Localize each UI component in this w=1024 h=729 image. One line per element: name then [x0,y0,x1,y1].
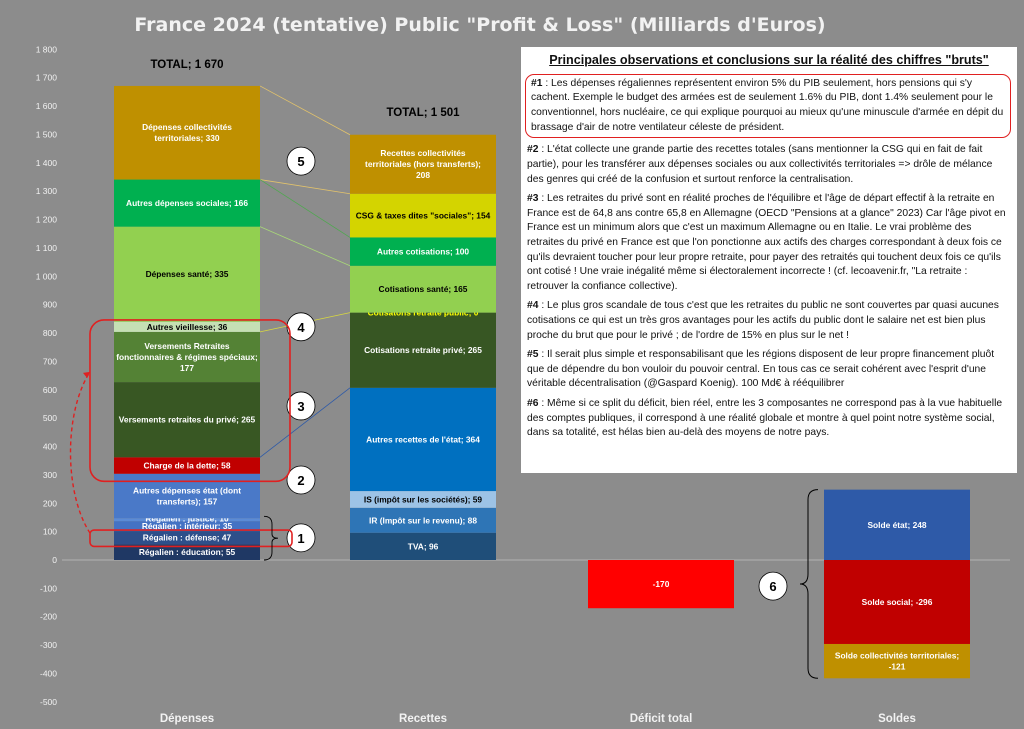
segment-label: Régalien : intérieur; 35 [141,521,233,532]
observation-1 [525,74,1011,138]
observation-number: #3 [527,193,539,205]
y-tick-label: -500 [39,696,57,707]
y-tick-label: 600 [42,384,57,395]
y-tick-label: 0 [52,555,57,565]
segment-label: IS (impôt sur les sociétés); 59 [363,494,483,505]
observation-number: #6 [527,398,539,410]
observation-number: #4 [527,300,539,312]
segment-label: Autres dépenses état (dont transferts); 157 [133,485,241,507]
annotation-number: 3 [297,398,305,414]
segment-label: Solde état; 248 [867,519,927,530]
regalien-brace [264,516,278,560]
y-tick-label: 800 [42,328,57,339]
annotation-number: 2 [297,472,305,488]
y-tick-label: -300 [39,640,57,651]
segment-label: Solde collectivités territoriales; -121 [834,650,960,672]
annotation-number: 4 [297,319,305,335]
y-tick-label: 900 [42,299,57,310]
observation-number: #5 [527,349,539,361]
segment-label: Recettes collectivités territoriales (hors transferts); 208 [365,148,481,181]
segment-label: Autres dépenses sociales; 166 [126,198,248,209]
segment-label: Dépenses santé; 335 [145,269,229,280]
segment-label: Régalien : défense; 47 [142,532,232,543]
observations-panel [521,47,1017,473]
segment-label: Cotisations retraite privé; 265 [364,345,482,356]
annotation-number: 6 [769,579,777,595]
observation-text: : Il serait plus simple et responsabilisant que les régions disposent de leur propre financement pluôt que de dépendre du bon vouloir du pouvoir central. En tous cas ce serait cohérent avec l'esprit d'une véritable décentralisation (@Gaspard Koenig). 100 Md€ à rééquilibrer [527,349,995,390]
segment-label: Versements retraites du privé; 265 [118,414,256,425]
observation-6 [527,397,1011,441]
segment-label: Versements Retraites fonctionnaires & régimes spéciaux; 177 [116,341,258,374]
y-tick-label: 200 [42,498,57,509]
total-label: TOTAL; 1 670 [150,59,224,72]
annotation-number: 5 [297,154,305,170]
y-tick-label: -200 [39,611,57,622]
observations-title: Principales observations et conclusions sur la réalité des chiffres "bruts" [549,53,989,67]
segment-label: CSG & taxes dites "sociales"; 154 [355,210,491,221]
y-tick-label: -100 [39,583,57,594]
observation-4 [527,299,1011,343]
y-tick-label: 1 200 [35,214,57,225]
segment-label: Autres cotisations; 100 [376,246,470,257]
observation-5 [527,348,1011,392]
x-axis-label: Soldes [878,713,916,725]
observation-number: #2 [527,144,539,156]
y-tick-label: 1 800 [35,44,57,55]
y-tick-label: 1 300 [35,186,57,197]
y-tick-label: 1 100 [35,242,57,253]
segment-label: Autres recettes de l'état; 364 [366,434,480,445]
connector-line [260,227,350,266]
segment-label: Régalien : éducation; 55 [138,547,236,558]
observation-text: : L'état collecte une grande partie des recettes totales (sans mentionner la CSG qui en fait de fait partie), pour les transférer aux dépenses sociales ou aux collectivités territoriales => drôle de mélance des genres qui créé de la confusion et surtout renforce la centralisation. [527,144,993,185]
total-label: TOTAL; 1 501 [386,107,460,120]
connector-line [260,180,350,194]
y-tick-label: 1 700 [35,72,57,83]
connector-line [260,86,350,135]
segment-label: Cotisations santé; 165 [378,284,468,295]
y-tick-label: 100 [42,526,57,537]
observation-2 [527,143,1011,187]
segment-label: Charge de la dette; 58 [143,460,231,471]
connector-line [260,180,350,238]
y-tick-label: 1 600 [35,101,57,112]
x-axis-label: Déficit total [629,713,693,725]
segment-label: -170 [652,579,670,590]
segment-label: IR (Impôt sur le revenu); 88 [369,515,477,526]
segment-label: Solde social; -296 [861,596,933,607]
observation-text: : Les retraites du privé sont en réalité proches de l'équilibre et l'âge de départ effectif à la retraite en France est de 64,8 ans contre 65,8 en Allemagne (OECD "Pensions at a glance" 2023) Car l'âge pivot en France est un minimum alors que c'est un maximum Allemagne ou en Italie. Le vrai problème des retraites du privé en France est que l'on ponctionne aux actifs des charges correspondant à deux fois ce qu'ils devraient toucher pour leur propre retraite, pour payer des retraités qui touchent deux fois ce qu'ils ont cotisé ! Une vraie inégalité même si électoralement incorrecte ! (cf. lecoavenir.fr, "La retraite : retrouver la confiance collective). [527,193,1006,292]
observation-number: #1 [531,77,543,89]
observation-3 [527,192,1011,294]
x-axis-label: Dépenses [159,713,215,725]
dashed-arrow [71,372,91,533]
y-tick-label: 400 [42,441,57,452]
y-tick-label: 300 [42,469,57,480]
y-tick-label: 700 [42,356,57,367]
segment-label: Dépenses collectivités territoriales; 330 [142,122,232,144]
observation-text: : Le plus gros scandale de tous c'est que les retraites du public ne sont couvertes par quasi aucunes cotisations ce qui est un très gros avantages pour les actifs du public dont le salaire net est bien plus proche du brut que pour le privé ; de l'ordre de 15% en plus sur le net ! [527,300,999,341]
segment-label: Autres vieillesse; 36 [146,321,228,332]
y-tick-label: 1 000 [35,271,57,282]
chart-title: France 2024 (tentative) Public "Profit & Loss" (Milliards d'Euros) [134,14,826,36]
y-tick-label: 500 [42,413,57,424]
y-tick-label: 1 500 [35,129,57,140]
soldes-brace [800,490,818,679]
x-axis-label: Recettes [399,713,447,725]
segment-label: TVA; 96 [407,541,439,552]
y-tick-label: 1 400 [35,157,57,168]
annotation-number: 1 [297,530,305,546]
observation-text: : Les dépenses régaliennes représentent environ 5% du PIB seulement, hors pensions qui s'y cachent. Exemple le budget des armées est de seulement 1.6% du PIB, dont 1.4% seulement pour le conventionnel, hors nucléaire, ce qui explique pourquoi au mieux qu'une minuscule d'armée en dépit du brassage d'air de notre ventilateur céleste de président. [531,77,1004,133]
y-tick-label: -400 [39,668,57,679]
observation-text: : Même si ce split du déficit, bien réel, entre les 3 composantes ne correspond pas à la vue habituelle des comptes publiques, il correspond à une réalité globale et montre à quel point notre système social, dans sa totalité, est hélas bien au-delà des moyens de notre pays. [527,398,1003,439]
